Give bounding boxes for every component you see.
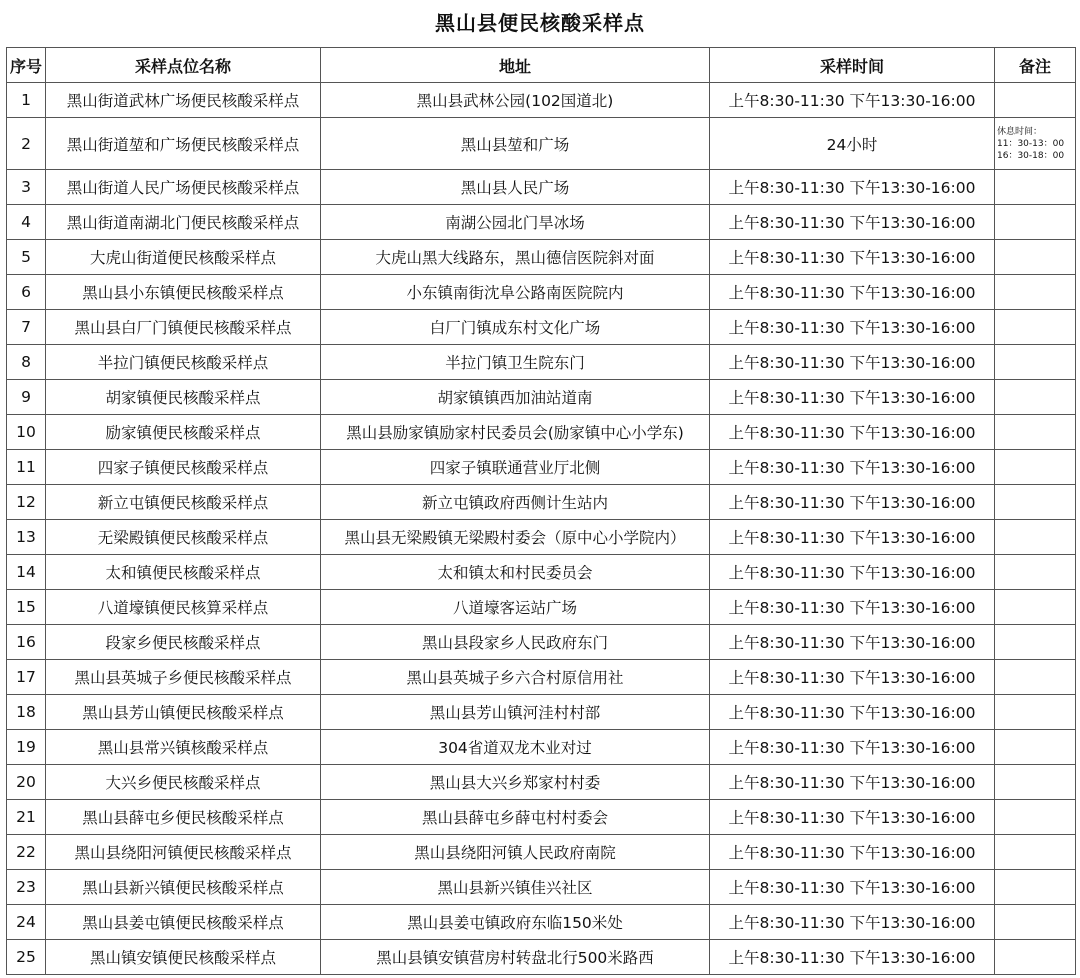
- cell-sampling-time: 上午8:30-11:30 下午13:30-16:00: [710, 555, 995, 590]
- cell-sampling-time: 上午8:30-11:30 下午13:30-16:00: [710, 625, 995, 660]
- header-note: 备注: [995, 48, 1076, 83]
- table-row: [7, 118, 1076, 170]
- cell-site-name: 太和镇便民核酸采样点: [46, 555, 321, 590]
- cell-address: 太和镇太和村民委员会: [321, 555, 710, 590]
- cell-site-name: 新立屯镇便民核酸采样点: [46, 485, 321, 520]
- cell-note: [995, 415, 1076, 450]
- cell-address: 黑山县英城子乡六合村原信用社: [321, 660, 710, 695]
- cell-note: [995, 345, 1076, 380]
- page-title: 黑山县便民核酸采样点: [435, 11, 645, 35]
- cell-sampling-time: 上午8:30-11:30 下午13:30-16:00: [710, 800, 995, 835]
- cell-note: [995, 555, 1076, 590]
- cell-address: 小东镇南街沈阜公路南医院院内: [321, 275, 710, 310]
- cell-site-name: 黑山街道南湖北门便民核酸采样点: [46, 205, 321, 240]
- cell-note: [995, 310, 1076, 345]
- cell-index: 11: [7, 450, 46, 485]
- cell-address: 黑山县励家镇励家村民委员会(励家镇中心小学东): [321, 415, 710, 450]
- table-row: [7, 345, 1076, 380]
- table-row: [7, 625, 1076, 660]
- cell-sampling-time: 上午8:30-11:30 下午13:30-16:00: [710, 695, 995, 730]
- header-row: [7, 48, 1076, 83]
- cell-sampling-time: 上午8:30-11:30 下午13:30-16:00: [710, 380, 995, 415]
- cell-site-name: 黑山县英城子乡便民核酸采样点: [46, 660, 321, 695]
- cell-index: 22: [7, 835, 46, 870]
- cell-index: 17: [7, 660, 46, 695]
- cell-site-name: 黑山街道武林广场便民核酸采样点: [46, 83, 321, 118]
- table-row: [7, 940, 1076, 975]
- cell-index: 12: [7, 485, 46, 520]
- cell-note: [995, 730, 1076, 765]
- cell-address: 黑山县武林公园(102国道北): [321, 83, 710, 118]
- cell-index: 5: [7, 240, 46, 275]
- table-row: [7, 170, 1076, 205]
- table-row: [7, 730, 1076, 765]
- cell-index: 1: [7, 83, 46, 118]
- cell-index: 4: [7, 205, 46, 240]
- cell-address: 黑山县段家乡人民政府东门: [321, 625, 710, 660]
- cell-address: 黑山县无梁殿镇无梁殿村委会（原中心小学院内）: [321, 520, 710, 555]
- cell-note: [995, 275, 1076, 310]
- cell-index: 15: [7, 590, 46, 625]
- table-row: [7, 905, 1076, 940]
- table-row: [7, 485, 1076, 520]
- cell-address: 黑山县芳山镇河洼村村部: [321, 695, 710, 730]
- table-row: [7, 555, 1076, 590]
- cell-site-name: 大兴乡便民核酸采样点: [46, 765, 321, 800]
- table-row: [7, 310, 1076, 345]
- cell-sampling-time: 上午8:30-11:30 下午13:30-16:00: [710, 870, 995, 905]
- cell-sampling-time: 上午8:30-11:30 下午13:30-16:00: [710, 765, 995, 800]
- cell-note: [995, 765, 1076, 800]
- cell-index: 20: [7, 765, 46, 800]
- table-row: [7, 695, 1076, 730]
- cell-address: 黑山县姜屯镇政府东临150米处: [321, 905, 710, 940]
- cell-sampling-time: 上午8:30-11:30 下午13:30-16:00: [710, 275, 995, 310]
- cell-address: 304省道双龙木业对过: [321, 730, 710, 765]
- cell-site-name: 黑山县绕阳河镇便民核酸采样点: [46, 835, 321, 870]
- cell-sampling-time: 上午8:30-11:30 下午13:30-16:00: [710, 240, 995, 275]
- cell-sampling-time: 上午8:30-11:30 下午13:30-16:00: [710, 345, 995, 380]
- cell-site-name: 八道壕镇便民核算采样点: [46, 590, 321, 625]
- cell-index: 25: [7, 940, 46, 975]
- cell-sampling-time: 上午8:30-11:30 下午13:30-16:00: [710, 590, 995, 625]
- cell-site-name: 无梁殿镇便民核酸采样点: [46, 520, 321, 555]
- cell-index: 6: [7, 275, 46, 310]
- cell-index: 23: [7, 870, 46, 905]
- table-row: [7, 835, 1076, 870]
- table-row: [7, 870, 1076, 905]
- cell-note: [995, 380, 1076, 415]
- cell-index: 16: [7, 625, 46, 660]
- cell-address: 半拉门镇卫生院东门: [321, 345, 710, 380]
- cell-note: [995, 450, 1076, 485]
- cell-index: 10: [7, 415, 46, 450]
- table-row: [7, 380, 1076, 415]
- cell-site-name: 黑山镇安镇便民核酸采样点: [46, 940, 321, 975]
- cell-address: 黑山县堃和广场: [321, 118, 710, 170]
- cell-sampling-time: 上午8:30-11:30 下午13:30-16:00: [710, 415, 995, 450]
- cell-site-name: 励家镇便民核酸采样点: [46, 415, 321, 450]
- cell-sampling-time: 24小时: [710, 118, 995, 170]
- table-row: [7, 590, 1076, 625]
- cell-address: 黑山县薛屯乡薛屯村村委会: [321, 800, 710, 835]
- header-index: 序号: [7, 48, 46, 83]
- cell-note: [995, 590, 1076, 625]
- cell-address: 大虎山黑大线路东，黑山德信医院斜对面: [321, 240, 710, 275]
- cell-address: 胡家镇镇西加油站道南: [321, 380, 710, 415]
- cell-index: 8: [7, 345, 46, 380]
- cell-note: [995, 905, 1076, 940]
- cell-index: 9: [7, 380, 46, 415]
- table-row: [7, 450, 1076, 485]
- cell-note: [995, 83, 1076, 118]
- cell-address: 黑山县人民广场: [321, 170, 710, 205]
- table-row: [7, 275, 1076, 310]
- cell-index: 3: [7, 170, 46, 205]
- cell-sampling-time: 上午8:30-11:30 下午13:30-16:00: [710, 170, 995, 205]
- cell-note: [995, 660, 1076, 695]
- cell-site-name: 半拉门镇便民核酸采样点: [46, 345, 321, 380]
- table-row: [7, 765, 1076, 800]
- cell-site-name: 黑山县姜屯镇便民核酸采样点: [46, 905, 321, 940]
- cell-site-name: 大虎山街道便民核酸采样点: [46, 240, 321, 275]
- cell-site-name: 黑山县常兴镇核酸采样点: [46, 730, 321, 765]
- cell-sampling-time: 上午8:30-11:30 下午13:30-16:00: [710, 310, 995, 345]
- cell-site-name: 胡家镇便民核酸采样点: [46, 380, 321, 415]
- cell-sampling-time: 上午8:30-11:30 下午13:30-16:00: [710, 450, 995, 485]
- cell-site-name: 黑山县小东镇便民核酸采样点: [46, 275, 321, 310]
- cell-index: 18: [7, 695, 46, 730]
- rest-time-note: 休息时间： 11：30-13：00 16：30-18：00: [997, 126, 1065, 161]
- cell-sampling-time: 上午8:30-11:30 下午13:30-16:00: [710, 520, 995, 555]
- cell-index: 14: [7, 555, 46, 590]
- cell-site-name: 段家乡便民核酸采样点: [46, 625, 321, 660]
- table-row: [7, 800, 1076, 835]
- cell-sampling-time: 上午8:30-11:30 下午13:30-16:00: [710, 205, 995, 240]
- cell-note: [995, 520, 1076, 555]
- cell-site-name: 黑山街道堃和广场便民核酸采样点: [46, 118, 321, 170]
- cell-site-name: 黑山县薛屯乡便民核酸采样点: [46, 800, 321, 835]
- cell-note: [995, 170, 1076, 205]
- header-name: 采样点位名称: [46, 48, 321, 83]
- cell-sampling-time: 上午8:30-11:30 下午13:30-16:00: [710, 485, 995, 520]
- cell-note: [995, 870, 1076, 905]
- cell-site-name: 黑山县新兴镇便民核酸采样点: [46, 870, 321, 905]
- cell-note: [995, 695, 1076, 730]
- cell-sampling-time: 上午8:30-11:30 下午13:30-16:00: [710, 940, 995, 975]
- cell-address: 新立屯镇政府西侧计生站内: [321, 485, 710, 520]
- cell-index: 2: [7, 118, 46, 170]
- header-address: 地址: [321, 48, 710, 83]
- header-time: 采样时间: [710, 48, 995, 83]
- cell-note: [995, 118, 1076, 170]
- cell-index: 19: [7, 730, 46, 765]
- cell-address: 白厂门镇成东村文化广场: [321, 310, 710, 345]
- cell-site-name: 四家子镇便民核酸采样点: [46, 450, 321, 485]
- cell-address: 黑山县大兴乡郑家村村委: [321, 765, 710, 800]
- table-row: [7, 240, 1076, 275]
- cell-note: [995, 800, 1076, 835]
- cell-index: 7: [7, 310, 46, 345]
- table-row: [7, 83, 1076, 118]
- cell-address: 黑山县镇安镇营房村转盘北行500米路西: [321, 940, 710, 975]
- table-row: [7, 660, 1076, 695]
- cell-note: [995, 835, 1076, 870]
- cell-sampling-time: 上午8:30-11:30 下午13:30-16:00: [710, 660, 995, 695]
- cell-note: [995, 625, 1076, 660]
- cell-sampling-time: 上午8:30-11:30 下午13:30-16:00: [710, 730, 995, 765]
- cell-site-name: 黑山县白厂门镇便民核酸采样点: [46, 310, 321, 345]
- cell-address: 黑山县绕阳河镇人民政府南院: [321, 835, 710, 870]
- cell-address: 黑山县新兴镇佳兴社区: [321, 870, 710, 905]
- cell-note: [995, 240, 1076, 275]
- cell-sampling-time: 上午8:30-11:30 下午13:30-16:00: [710, 83, 995, 118]
- cell-address: 四家子镇联通营业厅北侧: [321, 450, 710, 485]
- cell-site-name: 黑山县芳山镇便民核酸采样点: [46, 695, 321, 730]
- cell-index: 24: [7, 905, 46, 940]
- cell-note: [995, 940, 1076, 975]
- cell-sampling-time: 上午8:30-11:30 下午13:30-16:00: [710, 835, 995, 870]
- cell-site-name: 黑山街道人民广场便民核酸采样点: [46, 170, 321, 205]
- table-row: [7, 205, 1076, 240]
- cell-address: 八道壕客运站广场: [321, 590, 710, 625]
- cell-index: 13: [7, 520, 46, 555]
- cell-sampling-time: 上午8:30-11:30 下午13:30-16:00: [710, 905, 995, 940]
- cell-index: 21: [7, 800, 46, 835]
- cell-note: [995, 205, 1076, 240]
- cell-note: [995, 485, 1076, 520]
- table-row: [7, 415, 1076, 450]
- table-body: [7, 83, 1076, 975]
- cell-address: 南湖公园北门旱冰场: [321, 205, 710, 240]
- table-row: [7, 520, 1076, 555]
- sampling-sites-table: [6, 47, 1076, 975]
